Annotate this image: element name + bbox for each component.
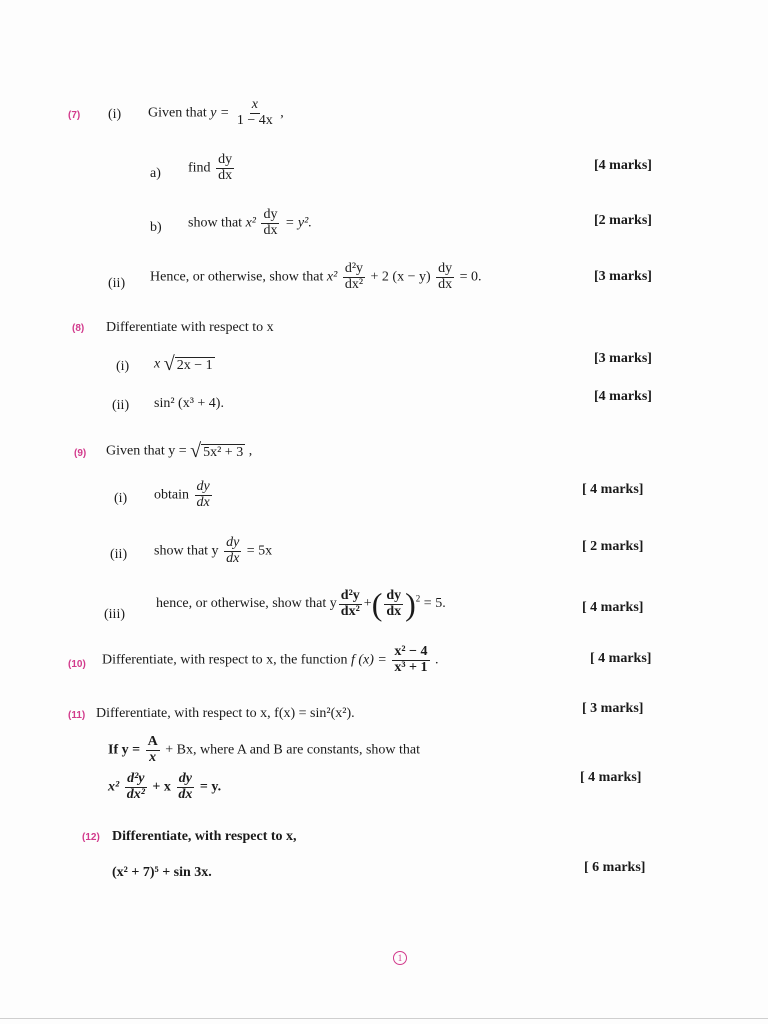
- text: show that: [188, 215, 243, 231]
- numerator: x² − 4: [394, 644, 428, 659]
- q8i-expr: [154, 355, 215, 374]
- text: Hence, or otherwise, show that: [150, 269, 324, 285]
- part-label: b): [150, 220, 162, 235]
- numerator: d²y: [340, 587, 360, 603]
- x-squared: x²: [326, 269, 338, 285]
- marks-label: [ 4 marks]: [580, 770, 642, 785]
- denominator: dx: [196, 494, 210, 510]
- question-number: (9): [74, 448, 87, 459]
- y-eq: y =: [210, 105, 230, 121]
- fraction: [146, 735, 160, 765]
- q11-if-text: [108, 735, 420, 765]
- numerator: dy: [263, 207, 278, 222]
- part-label: (i): [108, 107, 122, 122]
- text: show that y: [154, 543, 219, 559]
- question-number: (8): [72, 323, 85, 334]
- q11-equation: [108, 772, 221, 802]
- square-root: √ 5x² + 3: [190, 440, 244, 462]
- fraction: [384, 589, 403, 619]
- q8-title: Differentiate with respect to x: [106, 320, 274, 335]
- fraction: [235, 98, 275, 128]
- q7-stem: [148, 98, 284, 128]
- question-number: (11): [68, 710, 86, 721]
- denominator: dx²: [126, 786, 145, 802]
- fraction: [392, 645, 429, 675]
- plus: +: [363, 596, 372, 612]
- text: obtain: [154, 487, 189, 503]
- rhs: = 5x: [246, 543, 273, 559]
- left-paren: (: [371, 586, 383, 622]
- numerator: dy: [196, 479, 210, 494]
- fraction: [195, 480, 212, 510]
- denominator: 1 − 4x: [236, 112, 273, 128]
- q10-text: [102, 645, 439, 675]
- radicand: 2x − 1: [176, 358, 213, 373]
- plus: + x: [152, 779, 171, 795]
- part-label: (ii): [112, 398, 130, 413]
- marks-label: [ 6 marks]: [584, 860, 646, 875]
- question-number: (10): [68, 659, 86, 670]
- text: Differentiate, with respect to x, the function: [102, 652, 348, 668]
- dot: .: [435, 652, 439, 668]
- numerator: A: [147, 734, 158, 749]
- denominator: dx: [386, 603, 402, 619]
- q9-stem: [106, 442, 252, 461]
- numerator: dy: [226, 535, 240, 550]
- numerator: dy: [386, 587, 402, 603]
- stem-text: Given that: [148, 105, 207, 121]
- function: f (x) =: [350, 652, 387, 668]
- marks-label: [ 2 marks]: [582, 539, 644, 554]
- marks-label: [ 4 marks]: [582, 482, 644, 497]
- marks-label: [4 marks]: [594, 389, 652, 404]
- numerator: d²y: [344, 261, 364, 276]
- numerator: d²y: [127, 771, 145, 786]
- fraction: [343, 262, 365, 292]
- square-root: √ 2x − 1: [163, 353, 213, 375]
- fraction: [176, 772, 194, 802]
- q9iii-text: [156, 588, 446, 620]
- marks-label: [ 4 marks]: [582, 600, 644, 615]
- q9ii-text: [154, 536, 272, 566]
- numerator: x: [251, 97, 258, 112]
- denominator: dx: [438, 276, 453, 292]
- exponent: 2: [415, 593, 421, 604]
- q12-expr: (x² + 7)⁵ + sin 3x.: [112, 865, 212, 880]
- question-number: (12): [82, 832, 100, 843]
- x-squared: x²: [245, 215, 256, 231]
- rhs: = 5.: [423, 596, 446, 612]
- part-label: (i): [116, 359, 130, 374]
- q7a-text: [188, 153, 236, 183]
- fraction: [261, 208, 279, 238]
- text: If y =: [108, 742, 141, 758]
- y: y: [329, 596, 337, 612]
- part-label: (ii): [110, 547, 128, 562]
- denominator: dx: [226, 550, 240, 566]
- marks-label: [ 4 marks]: [590, 651, 652, 666]
- marks-label: [3 marks]: [594, 269, 652, 284]
- marks-label: [2 marks]: [594, 213, 652, 228]
- denominator: x³ + 1: [394, 659, 428, 675]
- page-number: [393, 950, 407, 965]
- part-label: (ii): [108, 276, 126, 291]
- fraction: [125, 772, 147, 802]
- denominator: dx: [218, 167, 233, 183]
- q7b-text: [188, 208, 312, 238]
- q11-text: Differentiate, with respect to x, f(x) = sin²(x²).: [96, 706, 355, 721]
- text: find: [188, 160, 211, 176]
- radicand: 5x² + 3: [203, 445, 244, 460]
- fraction: [224, 536, 241, 566]
- text: hence, or otherwise, show that: [156, 596, 327, 612]
- denominator: x: [149, 749, 157, 765]
- page-edge-divider: [0, 1018, 768, 1019]
- text: Given that: [106, 443, 165, 459]
- page-number-text: 1: [393, 951, 407, 965]
- numerator: dy: [218, 152, 233, 167]
- fraction: [339, 589, 362, 619]
- text: + Bx, where A and B are constants, show that: [165, 742, 421, 758]
- comma: ,: [248, 443, 253, 459]
- marks-label: [ 3 marks]: [582, 701, 644, 716]
- part-label: a): [150, 166, 161, 181]
- y-eq: y =: [168, 443, 187, 459]
- numerator: dy: [178, 771, 192, 786]
- rhs: = y.: [199, 779, 222, 795]
- marks-label: [4 marks]: [594, 158, 652, 173]
- q9i-text: [154, 480, 214, 510]
- part-label: (iii): [104, 607, 125, 622]
- q8ii-expr: sin² (x³ + 4).: [154, 396, 224, 411]
- fraction: [436, 262, 454, 292]
- rhs: = y².: [284, 215, 312, 231]
- marks-label: [3 marks]: [594, 351, 652, 366]
- x: x: [154, 356, 161, 372]
- comma: ,: [280, 105, 284, 121]
- numerator: dy: [438, 261, 453, 276]
- q7ii-text: [150, 262, 482, 292]
- denominator: dx: [263, 222, 278, 238]
- denominator: dx²: [344, 276, 364, 292]
- question-number: (7): [68, 110, 81, 121]
- denominator: dx: [178, 786, 193, 802]
- rhs: = 0.: [459, 269, 482, 285]
- fraction: [216, 153, 234, 183]
- q12-text: Differentiate, with respect to x,: [112, 829, 297, 844]
- denominator: dx²: [340, 603, 360, 619]
- middle-term: + 2 (x − y): [370, 269, 431, 285]
- x-squared: x²: [108, 779, 120, 795]
- right-paren: ): [405, 586, 416, 622]
- part-label: (i): [114, 491, 128, 506]
